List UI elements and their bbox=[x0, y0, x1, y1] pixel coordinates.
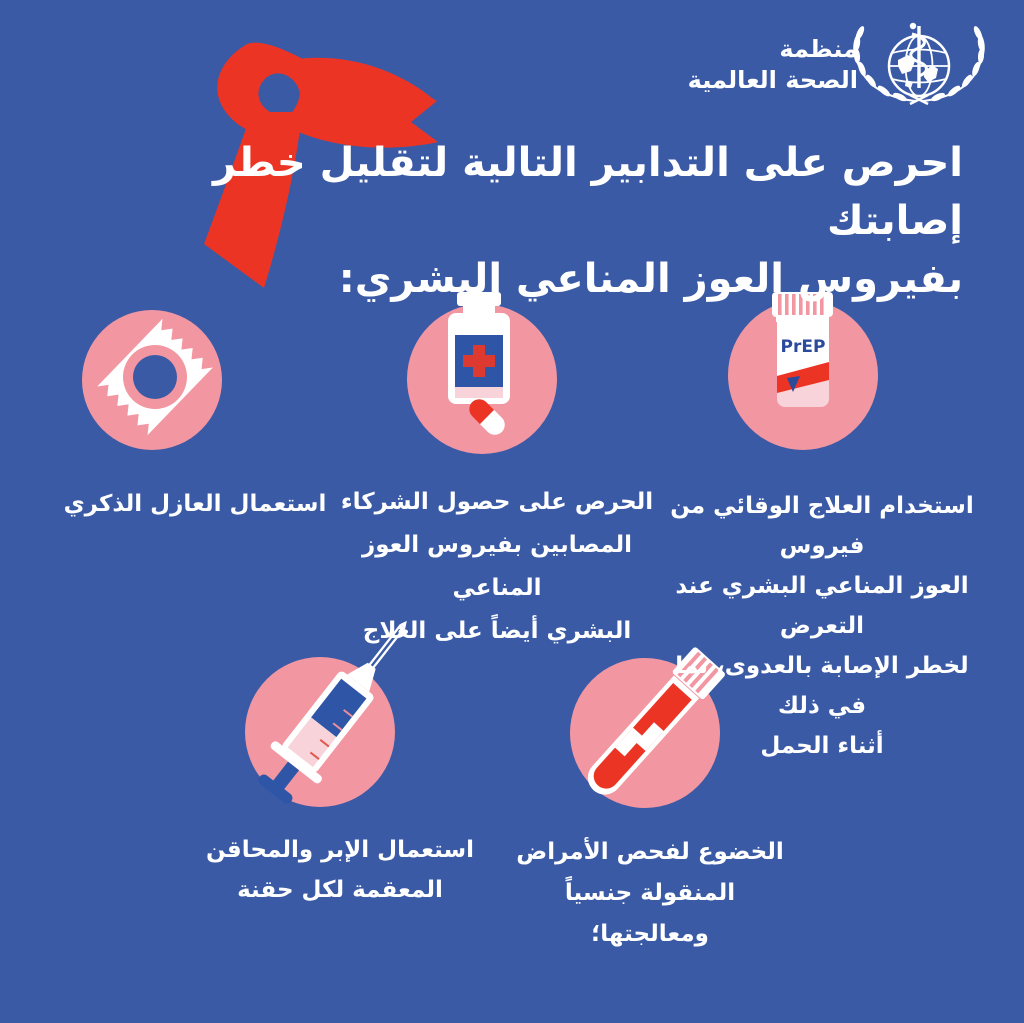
who-logo-wordmark bbox=[558, 34, 858, 96]
condom-icon bbox=[82, 310, 222, 450]
who-emblem-icon bbox=[853, 23, 986, 104]
caption-condom: استعمال العازل الذكري bbox=[63, 491, 327, 517]
caption-prep: استخدام العلاج الوقائي من فيروس العوز المناعي البشري عند التعرض لخطر الإصابة بالعدوى، بما في ذلك أثناء الحمل bbox=[670, 493, 974, 759]
caption-sterile-needles: استعمال الإبر والمحاقن المعقمة لكل حقنة bbox=[205, 837, 475, 903]
prep-bottle-icon bbox=[728, 292, 878, 450]
title-line1: احرص على التدابير التالية لتقليل خطر إصابتك bbox=[213, 140, 963, 244]
who-org-name-line2: الصحة العالمية bbox=[687, 66, 858, 94]
who-org-name-line1: منظمة bbox=[779, 35, 858, 63]
caption-sti-testing: الخضوع لفحص الأمراض المنقولة جنسياً ومعالجتها؛ bbox=[516, 839, 784, 947]
prep-bottle-label: PrEP bbox=[780, 337, 826, 357]
title-line2: بفيروس العوز المناعي البشري: bbox=[338, 256, 963, 302]
page-title bbox=[163, 134, 963, 308]
medicine-bottle-icon bbox=[407, 292, 557, 454]
laurel-leaves-right bbox=[930, 25, 985, 103]
caption-partners-treatment: الحرص على حصول الشركاء المصابين بفيروس العوز المناعي البشري أيضاً على العلاج bbox=[340, 489, 654, 644]
